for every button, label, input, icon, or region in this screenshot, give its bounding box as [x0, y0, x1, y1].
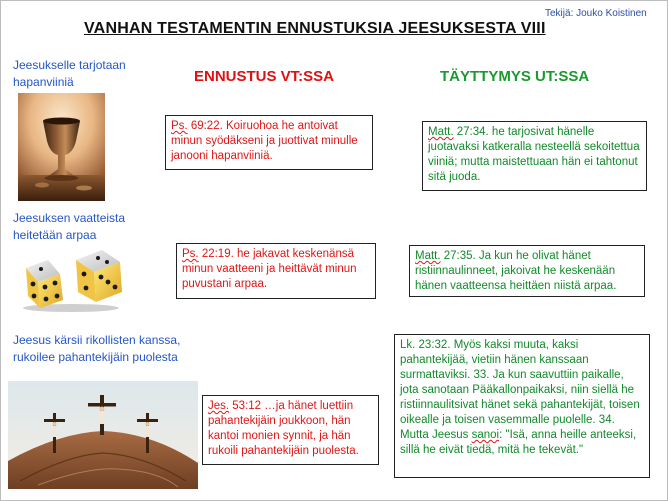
row-3-caption-line-2: rukoilee pahantekijäin puolesta: [13, 350, 178, 364]
row-3-nt-intro: Lk. 23:32. Myös kaksi muuta, kaksi pahantekijää, vietiin hänen kanssaan surmattaviksi. 33. Ja kun saavuttiin paikalle, jota sanotaan Pääkallonpaikaksi, niin siellä he ristiinnaulitsivat hänet sekä pahantekijät, toisen oikealle ja toisen vasemmalle puolelle. 34. Mutta Jeesus: [400, 339, 640, 441]
row-3-nt-ref: sanoi: [471, 429, 500, 441]
author-credit: Tekijä: Jouko Koistinen: [545, 8, 647, 19]
row-1-caption-line-2: hapanviiniä: [13, 75, 74, 89]
row-2-ot-text: 22:19. he jakavat keskenänsä minun vaatteeni ja heittävät minun puvustani arpaa.: [182, 248, 357, 290]
row-1-nt-fulfillment: [422, 121, 647, 191]
row-3-ot-text: 53:12 …ja hänet luettiin pahantekijäin joukkoon, hän kantoi monien synnit, ja hän rukoili pahantekijäin puolesta.: [208, 400, 359, 457]
row-2-nt-text: 27:35. Ja kun he olivat hänet ristiinnaulinneet, jakoivat he keskenään hänen vaatteensa heittäen niistä arpaa.: [415, 250, 617, 292]
row-3-ot-ref: Jes.: [208, 400, 230, 412]
row-3-caption: [13, 332, 180, 366]
ot-column-heading: ENNUSTUS VT:SSA: [194, 68, 335, 85]
row-2-caption-line-1: Jeesuksen vaatteista: [13, 211, 126, 225]
slide-title: VANHAN TESTAMENTIN ENNUSTUKSIA JEESUKSESTA VIII: [84, 20, 546, 37]
nt-column-heading: TÄYTTYMYS UT:SSA: [440, 68, 590, 85]
row-1-nt-text: 27:34. he tarjosivat hänelle juotavaksi katkeralla nesteellä sekoitettua viiniä; mutta maistettuaan hän ei tahtonut sitä juoda.: [428, 126, 640, 183]
row-2-caption: [13, 210, 125, 244]
row-1-caption-line-1: Jeesukselle tarjotaan: [13, 58, 126, 72]
row-1-nt-ref: Matt.: [428, 126, 454, 138]
chalice-image: [18, 93, 105, 201]
row-3-nt-fulfillment: [394, 334, 650, 478]
row-3-caption-line-1: Jeesus kärsii rikollisten kanssa,: [13, 333, 181, 347]
row-1-ot-ref: Ps.: [171, 120, 188, 132]
row-2-nt-ref: Matt.: [415, 250, 441, 262]
row-1-ot-prophecy: [165, 115, 373, 170]
row-2-ot-prophecy: [176, 243, 376, 299]
row-3-nt-text: : "Isä, anna heille anteeksi, sillä he eivät tiedä, mitä he tekevät.": [400, 429, 637, 456]
row-3-ot-prophecy: [202, 395, 379, 465]
row-2-caption-line-2: heitetään arpaa: [13, 228, 97, 242]
row-1-caption: [13, 57, 126, 91]
row-1-ot-text: 69:22. Koiruohoa he antoivat minun syödäkseni ja juottivat minulle janooni hapanviiniä.: [171, 120, 358, 162]
three-crosses-image: [8, 381, 198, 489]
dice-image: [16, 246, 131, 314]
row-2-nt-fulfillment: [409, 245, 645, 297]
row-2-ot-ref: Ps.: [182, 248, 199, 260]
